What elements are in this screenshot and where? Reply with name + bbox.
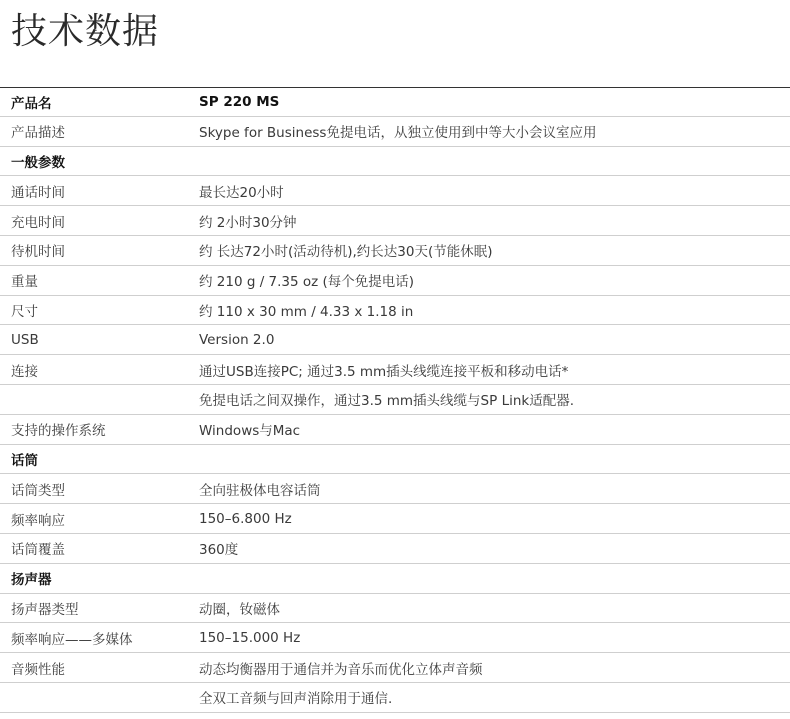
section-label: 扬声器 — [11, 572, 52, 589]
table-row — [0, 296, 790, 326]
row-label: 支持的操作系统 — [11, 423, 106, 440]
row-value: 约 长达72小时(活动待机),约长达30天(节能休眠) — [199, 244, 493, 261]
row-label: 尺寸 — [11, 303, 38, 320]
row-value: 150–15.000 Hz — [199, 629, 301, 646]
row-label: 重量 — [11, 274, 38, 291]
row-value: 约 2小时30分钟 — [199, 214, 297, 231]
table-row — [0, 176, 790, 206]
table-header-row — [0, 87, 790, 117]
header-label: 产品名 — [11, 95, 52, 112]
page-title: 技术数据 — [11, 11, 160, 52]
row-label: 待机时间 — [11, 244, 65, 261]
table-row — [0, 653, 790, 683]
table-row — [0, 504, 790, 534]
section-row — [0, 147, 790, 177]
row-value: 最长达20小时 — [199, 184, 284, 201]
row-label: 连接 — [11, 363, 38, 380]
section-row — [0, 564, 790, 594]
row-value: Windows与Mac — [199, 423, 301, 440]
table-row — [0, 474, 790, 504]
section-label: 话筒 — [11, 452, 38, 469]
row-value: 通过USB连接PC; 通过3.5 mm插头线缆连接平板和移动电话* — [199, 363, 569, 380]
table-row — [0, 385, 790, 415]
row-value: 动态均衡器用于通信并为音乐而优化立体声音频 — [199, 661, 483, 678]
row-value: 全双工音频与回声消除用于通信. — [199, 691, 393, 708]
table-row — [0, 623, 790, 653]
row-value: 约 110 x 30 mm / 4.33 x 1.18 in — [199, 303, 414, 320]
table-row — [0, 415, 790, 445]
row-value: 约 210 g / 7.35 oz (每个免提电话) — [199, 274, 415, 291]
table-row — [0, 325, 790, 355]
row-value: Version 2.0 — [199, 331, 275, 348]
row-label: 产品描述 — [11, 125, 65, 142]
table-row — [0, 594, 790, 624]
row-label: 话筒类型 — [11, 482, 65, 499]
section-label: 一般参数 — [11, 154, 65, 171]
row-value: 全向驻极体电容话筒 — [199, 482, 321, 499]
spec-table — [0, 87, 790, 713]
section-row — [0, 445, 790, 475]
row-label: 频率响应 — [11, 512, 65, 529]
header-value: SP 220 MS — [199, 93, 280, 110]
table-row — [0, 236, 790, 266]
row-label: 通话时间 — [11, 184, 65, 201]
row-value: 150–6.800 Hz — [199, 510, 292, 527]
row-label: 扬声器类型 — [11, 601, 79, 618]
table-row — [0, 117, 790, 147]
row-value: 360度 — [199, 542, 239, 559]
table-row — [0, 266, 790, 296]
table-row — [0, 206, 790, 236]
row-label: 话筒覆盖 — [11, 542, 65, 559]
row-label: USB — [11, 331, 39, 348]
table-row — [0, 355, 790, 385]
row-value: 动圈，钕磁体 — [199, 601, 280, 618]
row-value: Skype for Business免提电话，从独立使用到中等大小会议室应用 — [199, 125, 597, 142]
row-value: 免提电话之间双操作，通过3.5 mm插头线缆与SP Link适配器. — [199, 393, 575, 410]
table-row — [0, 534, 790, 564]
row-label: 频率响应——多媒体 — [11, 631, 133, 648]
row-label: 音频性能 — [11, 661, 65, 678]
table-row — [0, 683, 790, 713]
row-label: 充电时间 — [11, 214, 65, 231]
